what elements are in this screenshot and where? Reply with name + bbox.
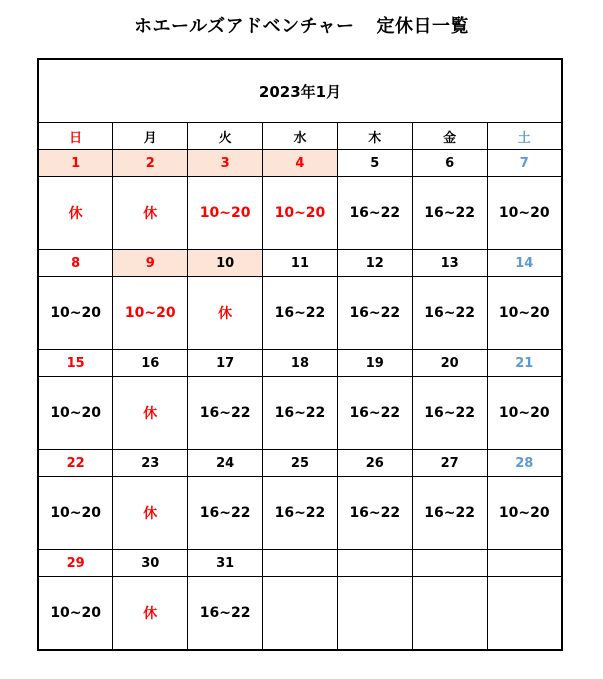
date-cell: 8 (38, 250, 113, 277)
hours-cell: 16~22 (188, 477, 263, 550)
date-cell: 7 (487, 150, 562, 177)
date-cell: 6 (412, 150, 487, 177)
hours-cell: 休 (188, 277, 263, 350)
date-cell: 5 (337, 150, 412, 177)
week-1-hours (38, 177, 562, 250)
date-cell: 13 (412, 250, 487, 277)
date-cell: 3 (188, 150, 263, 177)
hours-cell: 10~20 (188, 177, 263, 250)
hours-cell: 10~20 (263, 177, 338, 250)
hours-cell: 休 (113, 377, 188, 450)
date-cell: 4 (263, 150, 338, 177)
weekday-fri: 金 (412, 123, 487, 150)
date-cell: 27 (412, 450, 487, 477)
date-cell: 23 (113, 450, 188, 477)
date-cell: 15 (38, 350, 113, 377)
date-cell: 21 (487, 350, 562, 377)
hours-cell: 10~20 (487, 177, 562, 250)
date-cell (337, 550, 412, 577)
hours-cell: 休 (113, 177, 188, 250)
hours-cell: 10~20 (113, 277, 188, 350)
week-4-hours (38, 477, 562, 550)
date-cell: 12 (337, 250, 412, 277)
date-cell (487, 550, 562, 577)
weekday-header-row (38, 123, 562, 150)
hours-cell: 16~22 (337, 377, 412, 450)
hours-cell: 休 (113, 577, 188, 651)
hours-cell: 16~22 (188, 377, 263, 450)
date-cell: 29 (38, 550, 113, 577)
date-cell (263, 550, 338, 577)
week-5-dates (38, 550, 562, 577)
title-shop-name: ホエールズアドベンチャー (133, 16, 355, 37)
week-3-dates (38, 350, 562, 377)
week-2-hours (38, 277, 562, 350)
hours-cell: 16~22 (412, 177, 487, 250)
date-cell: 14 (487, 250, 562, 277)
hours-cell: 休 (113, 477, 188, 550)
date-cell: 9 (113, 250, 188, 277)
date-cell: 17 (188, 350, 263, 377)
date-cell: 25 (263, 450, 338, 477)
date-cell: 19 (337, 350, 412, 377)
month-header: 2023年1月 (38, 59, 562, 123)
date-cell: 11 (263, 250, 338, 277)
title-label: 定休日一覧 (376, 16, 470, 37)
page-title (0, 12, 603, 38)
date-cell: 22 (38, 450, 113, 477)
hours-cell: 16~22 (412, 377, 487, 450)
hours-cell: 10~20 (38, 577, 113, 651)
week-4-dates (38, 450, 562, 477)
date-cell: 10 (188, 250, 263, 277)
date-cell: 1 (38, 150, 113, 177)
weekday-sun: 日 (38, 123, 113, 150)
hours-cell (412, 577, 487, 651)
week-1-dates (38, 150, 562, 177)
hours-cell (487, 577, 562, 651)
hours-cell: 16~22 (188, 577, 263, 651)
weekday-sat: 土 (487, 123, 562, 150)
week-3-hours (38, 377, 562, 450)
hours-cell: 16~22 (337, 177, 412, 250)
hours-cell: 16~22 (412, 477, 487, 550)
hours-cell: 10~20 (487, 377, 562, 450)
hours-cell: 16~22 (337, 477, 412, 550)
date-cell: 24 (188, 450, 263, 477)
date-cell: 2 (113, 150, 188, 177)
hours-cell: 10~20 (487, 277, 562, 350)
date-cell (412, 550, 487, 577)
hours-cell: 16~22 (263, 277, 338, 350)
hours-cell: 16~22 (263, 477, 338, 550)
weekday-tue: 火 (188, 123, 263, 150)
weekday-mon: 月 (113, 123, 188, 150)
date-cell: 28 (487, 450, 562, 477)
hours-cell: 10~20 (38, 477, 113, 550)
date-cell: 20 (412, 350, 487, 377)
hours-cell: 16~22 (337, 277, 412, 350)
date-cell: 30 (113, 550, 188, 577)
weekday-thu: 木 (337, 123, 412, 150)
date-cell: 26 (337, 450, 412, 477)
weekday-wed: 水 (263, 123, 338, 150)
hours-cell (263, 577, 338, 651)
hours-cell: 10~20 (487, 477, 562, 550)
date-cell: 16 (113, 350, 188, 377)
hours-cell: 16~22 (263, 377, 338, 450)
calendar-table (37, 58, 563, 651)
hours-cell: 休 (38, 177, 113, 250)
hours-cell: 16~22 (412, 277, 487, 350)
hours-cell: 10~20 (38, 277, 113, 350)
date-cell: 31 (188, 550, 263, 577)
hours-cell: 10~20 (38, 377, 113, 450)
week-2-dates (38, 250, 562, 277)
date-cell: 18 (263, 350, 338, 377)
hours-cell (337, 577, 412, 651)
week-5-hours (38, 577, 562, 651)
